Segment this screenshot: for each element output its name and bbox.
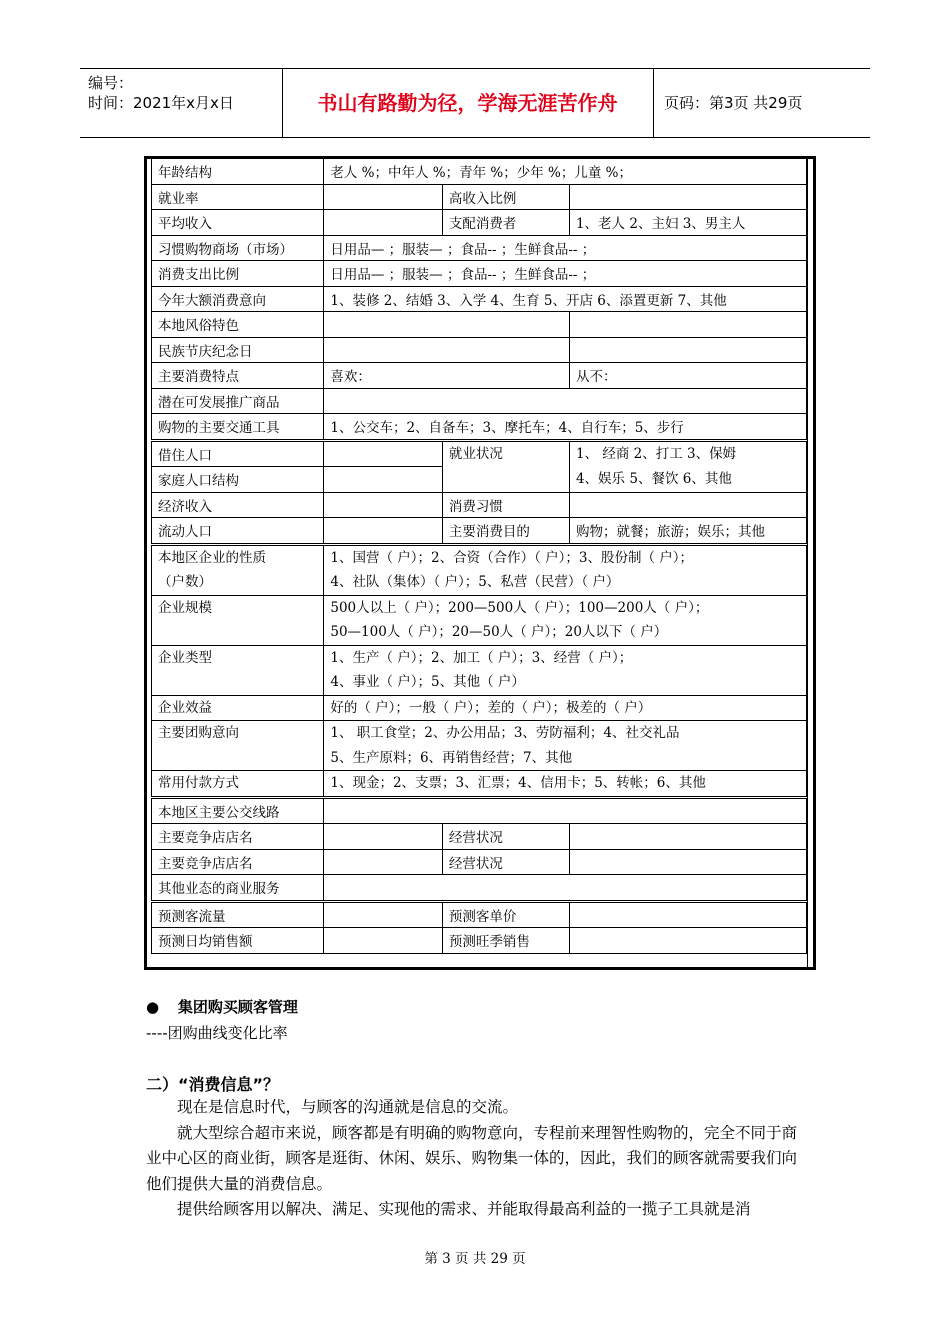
- row-value: [569, 901, 806, 928]
- row-label: 主要消费目的: [442, 518, 569, 545]
- row-value: [324, 797, 807, 824]
- label-line: 企业规模: [158, 599, 212, 616]
- row-value: 日用品— ；服装— ；食品-- ；生鲜食品-- ；: [324, 235, 807, 261]
- row-value: [569, 184, 806, 210]
- value-line: 5、生产原料；6、再销售经营；7、其他: [330, 749, 573, 766]
- row-value: 日用品— ；服装— ；食品-- ；生鲜食品-- ；: [324, 261, 807, 287]
- row-label: 就业状况: [442, 440, 569, 492]
- table-row: [152, 721, 807, 771]
- label-line: （户数）: [158, 574, 212, 590]
- row-label: 预测客单价: [442, 901, 569, 928]
- row-value: [324, 467, 443, 493]
- row-label: 消费支出比例: [152, 261, 324, 287]
- header-divider: [653, 69, 654, 137]
- header-meta: [88, 73, 284, 113]
- page-footer: 第 3 页 共 29 页: [424, 1251, 526, 1267]
- row-value: 1、公交车；2、自备车；3、摩托车；4、自行车；5、步行: [324, 414, 807, 441]
- row-value: [324, 492, 443, 518]
- row-label: 借住人口: [152, 440, 324, 467]
- row-value: [569, 849, 806, 875]
- row-label: 潜在可发展推广商品: [152, 388, 324, 414]
- table-row: [152, 235, 807, 261]
- row-value: 老人 %；中年人 %；青年 %；少年 %；儿童 %；: [324, 159, 807, 185]
- row-value: 购物；就餐；旅游；娱乐；其他: [569, 518, 806, 545]
- row-value: [324, 337, 570, 363]
- row-value: [324, 901, 443, 928]
- table-row: [152, 875, 807, 902]
- table-row: [152, 849, 807, 875]
- table-row: [152, 337, 807, 363]
- row-value: [324, 312, 570, 338]
- row-value: [324, 695, 807, 721]
- table-row: [152, 928, 807, 954]
- doc-number-label: 编号：: [88, 74, 134, 92]
- row-label: 经营状况: [442, 824, 569, 850]
- row-label: 经营状况: [442, 849, 569, 875]
- row-value: [324, 544, 807, 595]
- row-label: 平均收入: [152, 210, 324, 236]
- table-row: [152, 695, 807, 721]
- table-row: [152, 261, 807, 287]
- doc-time-label: 时间：2021年x月x日: [88, 94, 234, 112]
- table-row: [152, 492, 807, 518]
- table-row: [152, 771, 807, 798]
- row-value: 1、 经商 2、打工 3、保姆: [569, 440, 806, 467]
- label-line: 本地区企业的性质: [158, 549, 266, 566]
- survey-form-table: [151, 158, 807, 954]
- row-value: 从不：: [569, 363, 806, 389]
- table-row: [152, 159, 807, 185]
- table-row: [152, 184, 807, 210]
- label-line: 主要团购意向: [158, 725, 239, 741]
- value-line: 50—100人（ 户）；20—50人（ 户）；20人以下（ 户）: [330, 624, 668, 640]
- body-text: [146, 1095, 806, 1223]
- paragraph: 就大型综合超市来说，顾客都是有明确的购物意向，专程前来理智性购物的，完全不同于商业中心区的商业街，顾客是逛街、休闲、娱乐、购物集一体的，因此，我们的顾客就需要我们向他们提供大量的消费信息。: [146, 1123, 798, 1193]
- row-value: [569, 312, 806, 338]
- row-label: 年龄结构: [152, 159, 324, 185]
- table-row: [152, 645, 807, 695]
- row-label: 预测客流量: [152, 901, 324, 928]
- row-value: 喜欢：: [324, 363, 570, 389]
- row-label: 家庭人口结构: [152, 467, 324, 493]
- row-label: 支配消费者: [442, 210, 569, 236]
- section-subtitle: ----团购曲线变化比率: [146, 1024, 288, 1042]
- header-motto: 书山有路勤为径，学海无涯苦作舟: [317, 91, 618, 115]
- row-value: 1、老人 2、主妇 3、男主人: [569, 210, 806, 236]
- row-value: [324, 645, 807, 695]
- row-label: [152, 771, 324, 798]
- row-value: [324, 595, 807, 645]
- value-line: 500人以上（ 户）；200—500人（ 户）；100—200人（ 户）；: [330, 599, 709, 616]
- row-label: 消费习惯: [442, 492, 569, 518]
- row-label: 今年大额消费意向: [152, 286, 324, 312]
- header-page-number: 页码：第3页 共29页: [664, 94, 803, 112]
- row-value: [324, 518, 443, 545]
- paragraph: 现在是信息时代，与顾客的沟通就是信息的交流。: [177, 1098, 519, 1116]
- row-value: [324, 875, 807, 902]
- section-consumer-info-title: 二）“消费信息”？: [146, 1075, 280, 1094]
- table-row: [152, 210, 807, 236]
- row-label: 预测日均销售额: [152, 928, 324, 954]
- row-value: [324, 440, 443, 467]
- table-row: [152, 824, 807, 850]
- row-value: [324, 771, 807, 798]
- row-label: [152, 595, 324, 645]
- row-value: [569, 492, 806, 518]
- table-row: [152, 901, 807, 928]
- row-value: [569, 928, 806, 954]
- row-label: 习惯购物商场（市场）: [152, 235, 324, 261]
- label-line: 常用付款方式: [158, 775, 239, 791]
- row-label: [152, 721, 324, 771]
- table-row: [152, 414, 807, 441]
- row-value: [324, 210, 443, 236]
- section-title: 集团购买顾客管理: [177, 998, 298, 1016]
- row-label: 主要竞争店店名: [152, 824, 324, 850]
- value-line: 4、社队（集体）（ 户）；5、私营（民营）（ 户）: [330, 574, 620, 590]
- row-label: 就业率: [152, 184, 324, 210]
- row-value: [324, 824, 443, 850]
- row-value: [324, 849, 443, 875]
- row-label: [152, 695, 324, 721]
- row-label: 本地风俗特色: [152, 312, 324, 338]
- table-row: [152, 388, 807, 414]
- row-value: [324, 928, 443, 954]
- row-label: [152, 544, 324, 595]
- table-row: [152, 440, 807, 467]
- table-row: [152, 797, 807, 824]
- table-row: [152, 518, 807, 545]
- table-row: [152, 363, 807, 389]
- row-value: [324, 184, 443, 210]
- table-row: [152, 312, 807, 338]
- table-row: [152, 595, 807, 645]
- value-line: 1、生产（ 户）；2、加工（ 户）；3、经营（ 户）；: [330, 649, 633, 666]
- row-label: 购物的主要交通工具: [152, 414, 324, 441]
- label-line: 企业类型: [158, 649, 212, 666]
- page-header: [80, 68, 870, 138]
- bullet-icon: ●: [146, 998, 160, 1016]
- form-frame-inner-line: [807, 158, 814, 968]
- row-label: 主要竞争店店名: [152, 849, 324, 875]
- table-row: [152, 544, 807, 595]
- table-row: [152, 286, 807, 312]
- value-line: 1、 职工食堂；2、办公用品；3、劳防福利；4、社交礼品: [330, 725, 680, 741]
- row-label: 流动人口: [152, 518, 324, 545]
- section-group-buy: [146, 996, 298, 1017]
- row-value: [569, 337, 806, 363]
- row-label: 主要消费特点: [152, 363, 324, 389]
- row-label: 本地区主要公交线路: [152, 797, 324, 824]
- row-value: 1、装修 2、结婚 3、入学 4、生育 5、开店 6、添置更新 7、其他: [324, 286, 807, 312]
- row-value: [569, 824, 806, 850]
- row-label: 民族节庆纪念日: [152, 337, 324, 363]
- value-line: 1、国营（ 户）；2、合资（合作）（ 户）；3、股份制（ 户）；: [330, 549, 693, 566]
- paragraph: 提供给顾客用以解决、满足、实现他的需求、并能取得最高利益的一揽子工具就是消: [177, 1200, 751, 1218]
- row-value: [324, 388, 807, 414]
- row-value: 4、娱乐 5、餐饮 6、其他: [569, 467, 806, 493]
- row-label: 预测旺季销售: [442, 928, 569, 954]
- value-line: 好的（ 户）；一般（ 户）；差的（ 户）；极差的（ 户）: [330, 699, 652, 716]
- row-label: 高收入比例: [442, 184, 569, 210]
- row-label: [152, 645, 324, 695]
- row-value: [324, 721, 807, 771]
- row-label: 经济收入: [152, 492, 324, 518]
- label-line: 企业效益: [158, 699, 212, 716]
- row-label: 其他业态的商业服务: [152, 875, 324, 902]
- value-line: 4、事业（ 户）；5、其他（ 户）: [330, 674, 525, 690]
- value-line: 1、现金；2、支票；3、汇票；4、信用卡；5、转帐；6、其他: [330, 775, 706, 791]
